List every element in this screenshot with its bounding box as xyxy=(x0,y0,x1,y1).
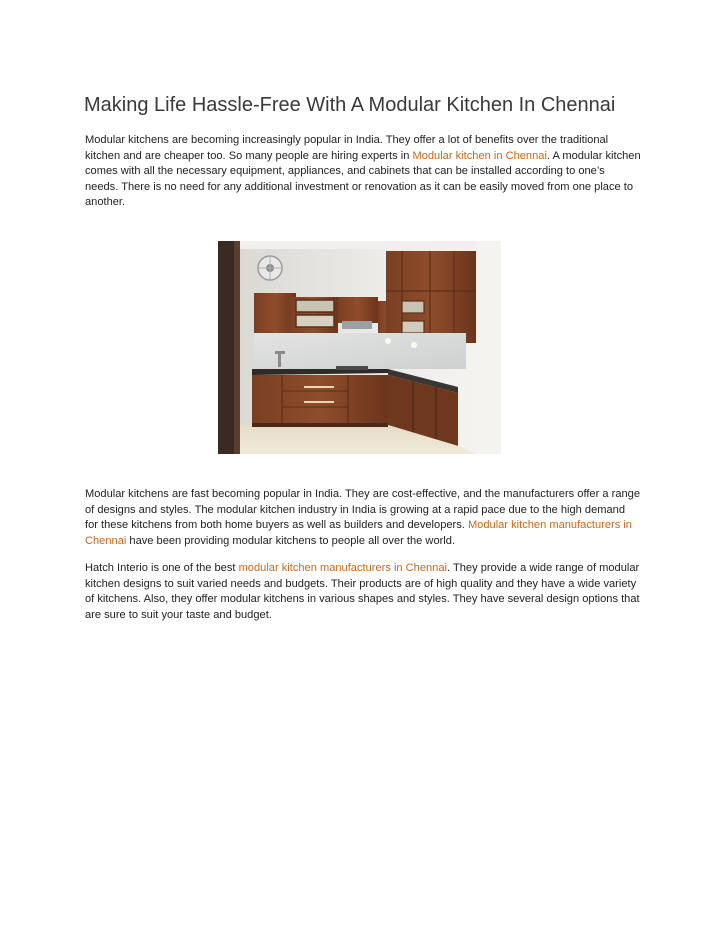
intro-paragraph xyxy=(85,133,641,211)
kitchen-photo xyxy=(218,241,501,454)
body2-text-end: . They provide a wide range of modular kitchen designs to suit varied needs and budgets. Their products are of high quality and they have a wide variety of kitchens. Also, they offer modular kitchens in various shapes and styles. They have several design options that are sure to suit your taste and budget. xyxy=(85,562,640,621)
modular-kitchen-chennai-link[interactable]: Modular kitchen in Chennai xyxy=(412,149,547,162)
body-paragraph-2 xyxy=(85,561,641,623)
manufacturers-chennai-link-2[interactable]: modular kitchen manufacturers in Chennai xyxy=(238,562,447,574)
intro-text-end: . A modular kitchen comes with all the necessary equipment, appliances, and cabinets that can be installed according to one’s needs. There is no need for any additional investment or renovation as it can be easily moved from one place to another. xyxy=(85,149,641,209)
body1-text-start: Modular kitchens are fast becoming popular in India. They are cost-effective, and the manufacturers offer a range of designs and styles. The modular kitchen industry in India is growing at a rapid pace due to the high demand for these kitchens from both home buyers as well as builders and developers. xyxy=(85,488,641,532)
intro-text-start: Modular kitchens are becoming increasingly popular in India. They offer a lot of benefits over the traditional kitchen and are cheaper too. So many people are hiring experts in xyxy=(85,134,609,162)
manufacturers-chennai-link[interactable]: Modular kitchen manufacturers in Chennai xyxy=(85,519,632,547)
body1-text-end: have been providing modular kitchens to people all over the world. xyxy=(126,534,456,547)
page-title: Making Life Hassle-Free With A Modular Kitchen In Chennai xyxy=(84,94,616,116)
body-paragraph-1 xyxy=(85,487,641,549)
body2-text-start: Hatch Interio is one of the best xyxy=(85,562,239,574)
